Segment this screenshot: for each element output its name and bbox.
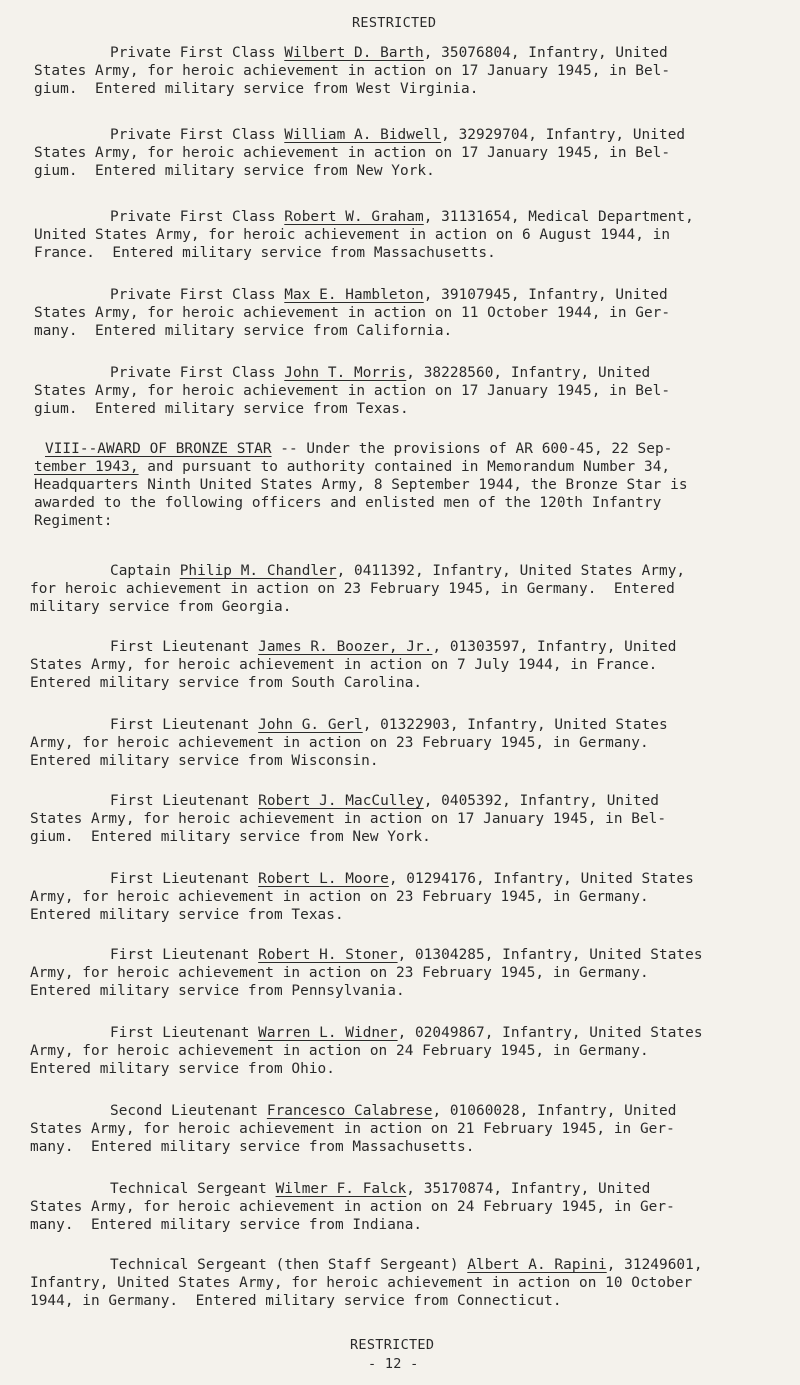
underlined-name: Max E. Hambleton	[284, 287, 424, 303]
text-line	[110, 1180, 650, 1198]
text-line	[34, 458, 670, 476]
text-segment: Entered military service from Texas.	[30, 907, 344, 923]
text-line	[34, 400, 409, 418]
text-line	[30, 734, 649, 752]
text-line	[30, 580, 675, 598]
text-line	[30, 982, 405, 1000]
text-segment: France. Entered military service from Massachusetts.	[34, 245, 496, 261]
text-segment: , 02049867, Infantry, United States	[397, 1025, 703, 1041]
text-segment: and pursuant to authority contained in Memorandum Number 34,	[138, 459, 671, 475]
text-line	[34, 144, 670, 162]
text-line	[34, 162, 435, 180]
text-segment: , 0405392, Infantry, United	[423, 793, 659, 809]
text-segment: Second Lieutenant	[110, 1103, 267, 1119]
text-segment: Entered military service from Pennsylvania.	[30, 983, 405, 999]
footer-restricted: RESTRICTED	[350, 1337, 435, 1353]
text-segment: Army, for heroic achievement in action on 24 February 1945, in Germany.	[30, 1043, 649, 1059]
text-segment: , 32929704, Infantry, United	[441, 127, 686, 143]
text-line	[30, 888, 649, 906]
text-segment: , 0411392, Infantry, United States Army,	[336, 563, 686, 579]
text-segment: Captain	[110, 563, 180, 579]
text-segment: Army, for heroic achievement in action on 23 February 1945, in Germany.	[30, 965, 649, 981]
text-line	[34, 322, 452, 340]
text-line	[110, 562, 685, 580]
text-segment: many. Entered military service from Massachusetts.	[30, 1139, 475, 1155]
text-segment: , 01322903, Infantry, United States	[362, 717, 668, 733]
text-segment: Entered military service from Wisconsin.	[30, 753, 379, 769]
text-line	[34, 382, 670, 400]
text-segment: , 01294176, Infantry, United States	[388, 871, 694, 887]
text-segment: , 39107945, Infantry, United	[423, 287, 668, 303]
text-segment: First Lieutenant	[110, 793, 259, 809]
text-segment: First Lieutenant	[110, 639, 259, 655]
underlined-name: Warren L. Widner	[258, 1025, 398, 1041]
underlined-name: Philip M. Chandler	[179, 563, 337, 579]
text-segment: 1944, in Germany. Entered military service from Connecticut.	[30, 1293, 562, 1309]
text-segment: gium. Entered military service from Texas.	[34, 401, 409, 417]
text-segment: Private First Class	[110, 365, 285, 381]
text-line	[110, 208, 694, 226]
text-line	[30, 752, 379, 770]
text-segment: gium. Entered military service from New York.	[34, 163, 435, 179]
text-segment: , 31131654, Medical Department,	[423, 209, 694, 225]
text-segment: Army, for heroic achievement in action on 23 February 1945, in Germany.	[30, 735, 649, 751]
text-segment: , 38228560, Infantry, United	[406, 365, 651, 381]
text-segment: -- Under the provisions of AR 600-45, 22 Sep-	[271, 441, 673, 457]
text-segment: Army, for heroic achievement in action on 23 February 1945, in Germany.	[30, 889, 649, 905]
underlined-name: Francesco Calabrese	[266, 1103, 433, 1119]
text-line	[30, 1138, 474, 1156]
text-line	[110, 870, 694, 888]
text-segment: United States Army, for heroic achievement in action on 6 August 1944, in	[34, 227, 671, 243]
underlined-name: John G. Gerl	[258, 717, 363, 733]
text-line	[34, 80, 478, 98]
text-line	[30, 1198, 675, 1216]
text-line	[34, 62, 670, 80]
text-line	[45, 440, 672, 458]
text-segment: , 35076804, Infantry, United	[423, 45, 668, 61]
header-restricted: RESTRICTED	[352, 15, 437, 31]
underlined-name: Wilmer F. Falck	[275, 1181, 407, 1197]
text-segment: Headquarters Ninth United States Army, 8 September 1944, the Bronze Star is	[34, 477, 688, 493]
text-line	[30, 674, 422, 692]
text-segment: First Lieutenant	[110, 717, 259, 733]
text-segment: , 01304285, Infantry, United States	[397, 947, 703, 963]
text-segment: First Lieutenant	[110, 871, 259, 887]
underlined-name: Robert L. Moore	[258, 871, 389, 887]
text-line	[34, 244, 496, 262]
text-line	[110, 716, 668, 734]
text-line	[30, 1042, 649, 1060]
text-segment: States Army, for heroic achievement in action on 17 January 1945, in Bel-	[30, 811, 667, 827]
text-line	[34, 512, 112, 530]
text-segment: Regiment:	[34, 513, 113, 529]
text-segment: First Lieutenant	[110, 947, 259, 963]
underlined-name: tember 1943,	[34, 459, 139, 475]
text-segment: military service from Georgia.	[30, 599, 292, 615]
underlined-name: Robert W. Graham	[284, 209, 424, 225]
text-line	[110, 792, 659, 810]
underlined-name: Robert J. MacCulley	[258, 793, 424, 809]
text-segment: States Army, for heroic achievement in action on 17 January 1945, in Bel-	[34, 383, 671, 399]
underlined-name: James R. Boozer, Jr.	[258, 639, 433, 655]
text-segment: States Army, for heroic achievement in action on 7 July 1944, in France.	[30, 657, 658, 673]
text-segment: , 35170874, Infantry, United	[406, 1181, 651, 1197]
text-segment: Private First Class	[110, 127, 285, 143]
text-segment: States Army, for heroic achievement in action on 17 January 1945, in Bel-	[34, 63, 671, 79]
text-line	[110, 946, 703, 964]
underlined-name: Wilbert D. Barth	[284, 45, 424, 61]
text-segment: Private First Class	[110, 287, 285, 303]
text-line	[110, 1024, 703, 1042]
text-line	[110, 286, 668, 304]
text-segment: for heroic achievement in action on 23 February 1945, in Germany. Entered	[30, 581, 675, 597]
text-segment: Technical Sergeant	[110, 1181, 276, 1197]
text-line	[30, 1120, 675, 1138]
text-segment: States Army, for heroic achievement in action on 24 February 1945, in Ger-	[30, 1199, 675, 1215]
text-line	[30, 1060, 335, 1078]
text-line	[30, 1292, 562, 1310]
text-segment: , 01060028, Infantry, United	[432, 1103, 677, 1119]
text-line	[110, 638, 676, 656]
text-line	[30, 598, 291, 616]
text-segment: Technical Sergeant (then Staff Sergeant)	[110, 1257, 468, 1273]
text-segment: States Army, for heroic achievement in action on 11 October 1944, in Ger-	[34, 305, 671, 321]
text-line	[30, 964, 649, 982]
text-segment: Entered military service from Ohio.	[30, 1061, 335, 1077]
text-line	[30, 828, 431, 846]
text-line	[34, 494, 661, 512]
text-line	[110, 1102, 676, 1120]
text-line	[30, 1274, 692, 1292]
text-line	[30, 810, 666, 828]
text-segment: , 31249601,	[606, 1257, 703, 1273]
text-segment: Infantry, United States Army, for heroic achievement in action on 10 October	[30, 1275, 693, 1291]
text-segment: States Army, for heroic achievement in action on 21 February 1945, in Ger-	[30, 1121, 675, 1137]
text-segment: many. Entered military service from Indiana.	[30, 1217, 423, 1233]
page-number: - 12 -	[368, 1356, 419, 1372]
text-segment: Private First Class	[110, 209, 285, 225]
text-line	[34, 304, 670, 322]
text-segment: gium. Entered military service from West Virginia.	[34, 81, 479, 97]
text-segment: First Lieutenant	[110, 1025, 259, 1041]
underlined-name: Robert H. Stoner	[258, 947, 398, 963]
text-line	[110, 126, 685, 144]
underlined-name: VIII--AWARD OF BRONZE STAR	[45, 441, 272, 457]
text-line	[34, 476, 688, 494]
text-line	[110, 364, 650, 382]
text-line	[110, 44, 668, 62]
text-segment: States Army, for heroic achievement in action on 17 January 1945, in Bel-	[34, 145, 671, 161]
underlined-name: John T. Morris	[284, 365, 407, 381]
underlined-name: Albert A. Rapini	[467, 1257, 607, 1273]
text-segment: , 01303597, Infantry, United	[432, 639, 677, 655]
underlined-name: William A. Bidwell	[284, 127, 442, 143]
text-line	[30, 656, 657, 674]
text-line	[30, 906, 344, 924]
text-segment: Private First Class	[110, 45, 285, 61]
text-line	[30, 1216, 422, 1234]
text-segment: awarded to the following officers and enlisted men of the 120th Infantry	[34, 495, 662, 511]
text-segment: Entered military service from South Carolina.	[30, 675, 423, 691]
text-segment: many. Entered military service from California.	[34, 323, 453, 339]
text-segment: gium. Entered military service from New York.	[30, 829, 431, 845]
text-line	[34, 226, 670, 244]
text-line	[110, 1256, 703, 1274]
